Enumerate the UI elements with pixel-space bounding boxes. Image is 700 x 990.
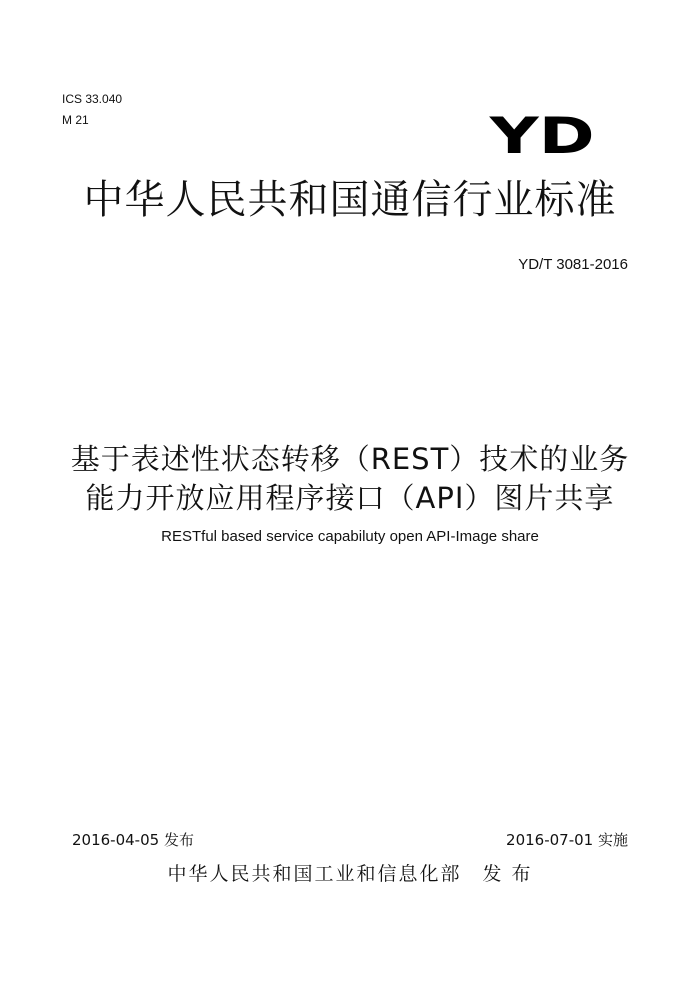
standard-number: YD/T 3081-2016 <box>518 256 628 273</box>
standard-type-title: 中华人民共和国通信行业标准 <box>83 177 617 223</box>
issue-date: 2016-04-05 发布 <box>72 831 194 849</box>
classification-code: M 21 <box>62 113 89 127</box>
ics-code: ICS 33.040 <box>62 92 123 106</box>
document-title-line-2: 能力开放应用程序接口（API）图片共享 <box>85 481 615 515</box>
yd-logo: YD <box>490 107 595 165</box>
document-title-line-1: 基于表述性状态转移（REST）技术的业务 <box>70 442 630 476</box>
document-title-english: RESTful based service capabiluty open API-Image share <box>161 528 539 545</box>
implementation-date: 2016-07-01 实施 <box>506 831 628 849</box>
title-divider <box>62 233 638 234</box>
issuing-authority: 中华人民共和国工业和信息化部 发 布 <box>167 863 533 885</box>
